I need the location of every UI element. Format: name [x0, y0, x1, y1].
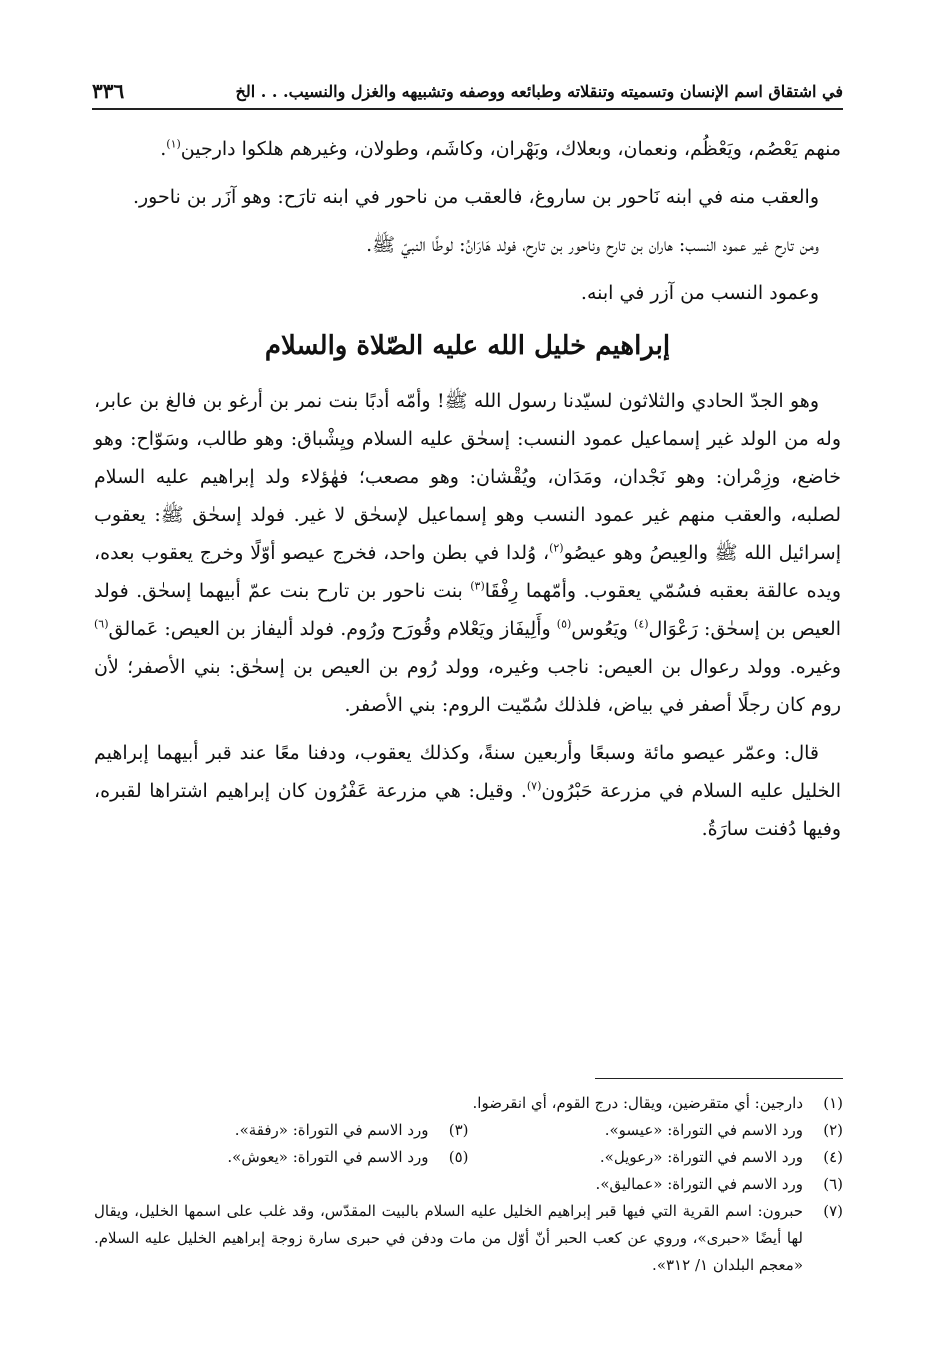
footnote-number: (١): [823, 1094, 843, 1112]
paragraph: [94, 382, 841, 724]
footnote: [469, 1117, 844, 1144]
footnote: [94, 1117, 469, 1144]
footnote-text: حبرون: اسم القرية التي فيها قبر إبراهيم الخليل عليه السلام بالبيت المقدّس، وقد غلب على اسمها الخليل، ويقال لها أيضًا «حبرى»، وروي عن كعب الحبر أنّ أوّل من مات ودفن في حبرى سارة زوجة إبراهيم الخليل عليه السلام. «معجم البلدان ١/ ٣١٢».: [94, 1202, 803, 1274]
paragraph-text: وغيره. وولد رعوال بن العيص: ناجب وغيره، وولد رُوم بن العيص بن إسحٰق: بني الأصفر؛ لأن روم كان رجلًا أصفر في بياض، فلذلك سُمّيت الروم: بني الأصفر.: [94, 656, 841, 716]
footnote-marker: (٧): [526, 779, 542, 793]
footnote-marker: (٣): [470, 579, 485, 593]
running-title: في اشتقاق اسم الإنسان وتسميته وتنقلاته وطبائعه ووصفه وتشبيهه والغزل والنسيب. . . الخ: [235, 81, 843, 101]
footnote: [94, 1090, 843, 1117]
footnote-number: (٥): [448, 1148, 469, 1166]
footnote-marker: (٦): [94, 617, 109, 631]
footnote-divider: [595, 1078, 843, 1079]
footnote-pair: [94, 1144, 843, 1171]
paragraph-text: منهم يَعْصُم، ويَعْظُم، ونعمان، وبعلاك، وبَهْران، وكاشَم، وطولان، وغيرهم هلكوا دارجين: [180, 138, 841, 160]
paragraph: [94, 734, 841, 848]
footnote-marker: (٥): [556, 617, 572, 631]
footnote-number: (٣): [448, 1121, 469, 1139]
footnote-text: ورد الاسم في التوراة: «رعويل».: [599, 1148, 803, 1166]
footnote-marker: (٤): [634, 617, 649, 631]
footnotes: [94, 1090, 843, 1279]
footnote-number: (٦): [823, 1175, 843, 1193]
footnote-marker: (٢): [549, 541, 564, 555]
footnote-marker: (١): [166, 137, 181, 151]
paragraph-text: .: [160, 138, 167, 160]
main-text: [94, 130, 841, 858]
footnote-number: (٤): [823, 1148, 843, 1166]
footnote-text: ورد الاسم في التوراة: «عيسو».: [604, 1121, 803, 1139]
footnote: [94, 1171, 843, 1198]
footnote-text: ورد الاسم في التوراة: «رفقة».: [234, 1121, 429, 1139]
paragraph-text: ، وُلدا في بطن واحد، فخرج عيصو أوّلًا وخرج يعقوب بعده، ويده عالقة بعقبه فسُمّي يعقوب. وأمّهما رِفْقَا: [94, 542, 841, 602]
paragraph-text: وأَلِيفَاز ويَعْلام وقُورَح ورُوم. فولد أليفاز بن العيص: عَمالق: [108, 618, 557, 640]
paragraph-text: . وقيل: هي مزرعة عَفْرُون كان إبراهيم اشتراها لقبره، وفيها دُفنت سارَةُ.: [94, 780, 841, 840]
footnote: [469, 1144, 844, 1171]
paragraph: ومن تارح غير عمود النسب: هاران بن تارح وناحور بن تارح، فولد هَارَانُ: لوطًا النبيّ ﷺ.: [366, 234, 819, 256]
paragraph: وعمود النسب من آزر في ابنه.: [580, 282, 819, 304]
footnote-pair: [94, 1117, 843, 1144]
paragraph-text: بنت ناحور بن تارح بنت عمّ أبيهما إسحٰق. فولد العيص بن إسحٰق: رَعْوَال: [94, 580, 841, 640]
footnote: [94, 1144, 469, 1171]
footnote-text: ورد الاسم في التوراة: «عماليق».: [595, 1175, 803, 1193]
paragraph-text: وهو الجدّ الحادي والثلاثون لسيّدنا رسول الله ﷺ! وأمّه أدبًا بنت نمر بن أرغو بن فالغ بن عابر، وله من الولد غير إسماعيل عمود النسب: إسحٰق عليه السلام ويِشْباق: وهو طالب، وسَوّاح: وهو خاضع، وزِمْران: وهو نَجْدان، ومَدَان، ويُقْشان: وهو مصعب؛ فهٰؤلاء ولد إبراهيم عليه السلام لصلبه، والعقب منهم غير عمود النسب وهو إسماعيل لإسحٰق لا غير. فولد إسحٰق ﷺ: يعقوب إسرائيل الله ﷺ والعِيصُ وهو عيصُو: [94, 390, 841, 564]
paragraph-text: قال: وعمّر عيصو مائة وسبعًا وأربعين سنةً، وكذلك يعقوب، ودفنا معًا عند قبر أبيهما إبراهيم الخليل عليه السلام في مزرعة حَبْرُون: [94, 742, 841, 802]
page-number: ٣٣٦: [92, 79, 125, 103]
paragraph-text: ويَعُوس: [571, 618, 635, 640]
paragraph: [94, 130, 841, 168]
footnote-text: ورد الاسم في التوراة: «يعوش».: [227, 1148, 429, 1166]
footnote-text: دارجين: أي متقرضين، ويقال: درج القوم، أي انقرضوا.: [472, 1094, 803, 1112]
footnote-number: (٧): [823, 1202, 843, 1220]
footnote-number: (٢): [823, 1121, 843, 1139]
running-header: [92, 74, 843, 110]
footnote: [94, 1198, 843, 1279]
section-heading: إبراهيم خليل الله عليه الصّلاة والسلام: [264, 331, 671, 361]
paragraph: والعقب منه في ابنه نَاحور بن ساروغ، فالعقب من ناحور في ابنه تارَح: وهو آزَر بن ناحور.: [132, 186, 819, 208]
